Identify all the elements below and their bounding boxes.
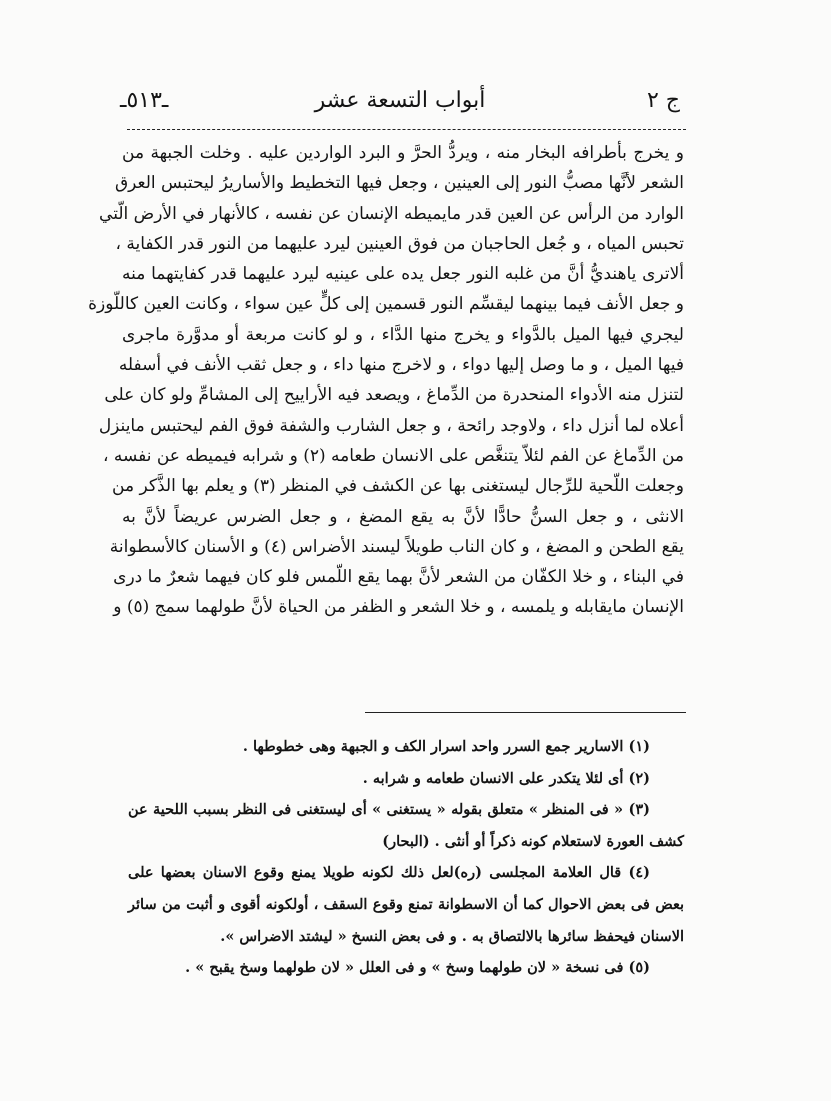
text-line: الوارد من الرأس عن العين قدر مايميطه الإنسان عن نفسه ، كالأنهار في الأرض الّتي (99, 203, 684, 224)
footnote-3-cont: كشف العورة لاستعلام كونه ذكراً أو أنثى . (البحار) (382, 832, 684, 850)
main-text (88, 138, 684, 623)
text-line: من الدِّماغ عن الفم لئلاّ يتنغَّص على الانسان طعامه (٢) و شرابه فيميطه عن نفسه ، (102, 445, 684, 466)
text-line: و جعل الأنف فيما بينهما ليقسِّم النور قسمين إلى كلٍّ عين سواء ، وكانت العين كاللّوزة (88, 294, 684, 315)
footnotes (128, 731, 684, 984)
text-line: فيها الميل ، و ما وصل إليها دواء ، و لاخرج منها داء ، و جعل ثقب الأنف في أسفله (118, 355, 684, 376)
text-line: لتنزل منه الأدواء المنحدرة من الدِّماغ ، ويصعد فيه الأراييح إلى المشامِّ ولو كان على (104, 385, 684, 406)
footnote-separator (365, 712, 686, 713)
text-line: وجعلت اللّحية للرِّجال ليستغنى بها عن الكشف في المنظر (٣) و يعلم بها الذَّكر من (112, 476, 684, 497)
text-line: في البناء ، و خلا الكفّان من الشعر لأنَّ بهما يقع اللّمس فلو كان فيهما شعرٌ ما درى (113, 567, 684, 588)
footnote-4-cont: بعض فى بعض الاحوال كما أن الاسطوانة تمنع وقوع السقف ، أولكونه أقوى و أثبت من سائر (128, 895, 684, 913)
text-line: يقع الطحن و المضغ ، و كان الناب طويلاً ليسند الأضراس (٤) و الأسنان كالأسطوانة (109, 536, 684, 557)
text-line: الإنسان مايقابله و يلمسه ، و خلا الشعر و الظفر من الحياة لأنَّ طولهما سمج (٥) و (113, 597, 684, 618)
header-dashed-rule (127, 129, 686, 130)
text-line: تحبس المياه ، و جُعل الحاجبان من فوق العينين ليرد عليهما من النور قدر الكفاية ، (115, 233, 684, 254)
section-title: أبواب التسعة عشر (314, 88, 486, 113)
page-header (120, 88, 680, 124)
footnote-1: (١) الاسارير جمع السرر واحد اسرار الكف و الجبهة وهى خطوطها . (242, 738, 650, 755)
text-line: أعلاه لما أنزل داء ، ولاوجد رائحة ، و جعل الشارب والشفة فوق الفم ليحتبس ماينزل (98, 415, 684, 436)
footnote-2: (٢) أى لئلا يتكدر على الانسان طعامه و شرابه . (362, 769, 650, 787)
footnote-3: (٣) « فى المنظر » متعلق بقوله « يستغنى » أى ليستغنى فى النظر بسبب اللحية عن (128, 801, 650, 819)
page-number: ـ٥١٣ـ (120, 88, 169, 113)
text-line: ألاترى ياهنديُّ أنَّ من غلبه النور جعل يده على عينيه ليرد عليهما قدر كفايتهما منه (122, 264, 684, 285)
text-line: الشعر لأنَّها مصبُّ النور إلى العينين ، وجعل فيها التخطيط والأساريرُ ليحتبس العرق (114, 173, 684, 194)
footnote-4-cont: الاسنان فيحفظ سائرها بالالتصاق به . و فى بعض النسخ « ليشتد الاضراس ». (220, 927, 684, 945)
text-line: الانثى ، و جعل السنُّ حادًّا لأنَّ به يقع المضغ ، و جعل الضرس عريضاً لأنَّ به (122, 506, 684, 527)
text-line: ليجري فيها الميل بالدَّواء و يخرج منها الدَّاء ، و لو كانت مربعة أو مدوَّرة ماجرى (122, 324, 684, 345)
footnote-4: (٤) قال العلامة المجلسى (ره)لعل ذلك لكونه طويلا يمنع وقوع الاسنان بعضها على (128, 864, 650, 882)
text-line: و يخرج بأطرافه البخار منه ، ويردُّ الحرَّ و البرد الواردين عليه . وخلت الجبهة من (122, 143, 684, 163)
volume-number: ج ٢ (646, 88, 680, 113)
footnote-5: (٥) فى نسخة « لان طولهما وسخ » و فى العلل « لان طولهما وسخ يقبح » . (185, 959, 650, 977)
